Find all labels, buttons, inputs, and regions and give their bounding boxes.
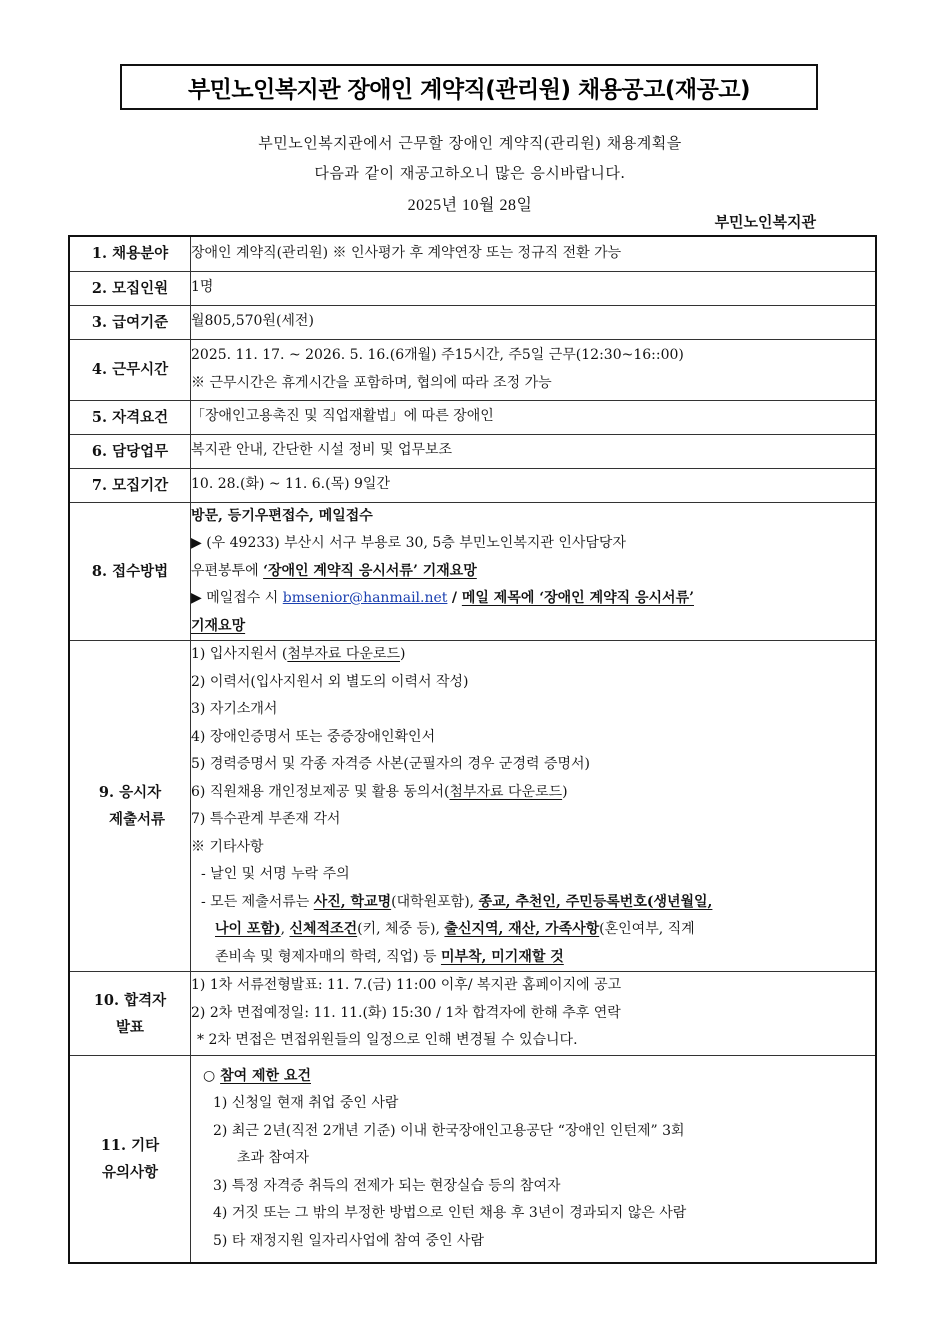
note-item xyxy=(191,889,875,917)
row-value xyxy=(191,972,877,1056)
restriction-heading-text: 참여 제한 요건 xyxy=(220,1067,311,1084)
note-emphasis: 사진, 학교명 xyxy=(313,893,392,910)
restriction-heading xyxy=(203,1063,875,1091)
list-item: 4) 거짓 또는 그 밖의 부정한 방법으로 인턴 채용 후 3년이 경과되지 않은 사람 xyxy=(213,1205,687,1221)
envelope-note: ‘장애인 계약직 응시서류’ 기재요망 xyxy=(263,562,477,579)
note-text: (혼인여부, 직계 xyxy=(599,921,695,937)
note-item: - 날인 및 서명 누락 주의 xyxy=(201,866,350,882)
email-subject-note: 메일 제목에 ‘장애인 계약직 응시서류’ xyxy=(461,590,694,606)
list-item: 4) 장애인증명서 또는 중증장애인확인서 xyxy=(191,728,436,745)
row-label xyxy=(69,1056,191,1263)
row-label xyxy=(69,641,191,972)
circle-bullet-icon: ○ xyxy=(203,1067,221,1084)
list-item: 5) 경력증명서 및 각종 자격증 사본(군필자의 경우 군경력 증명서) xyxy=(191,756,590,772)
envelope-instruction xyxy=(191,558,875,586)
list-item xyxy=(191,641,875,669)
row-value: 복지관 안내, 간단한 시설 정비 및 업무보조 xyxy=(191,434,877,468)
row-value: 1명 xyxy=(191,271,877,305)
document-title: 부민노인복지관 장애인 계약직(관리원) 채용공고(재공고) xyxy=(187,76,751,103)
work-hours-note: ※ 근무시간은 휴게시간을 포함하며, 협의에 따라 조정 가능 xyxy=(191,374,552,391)
organization-name: 부민노인복지관 xyxy=(714,213,816,231)
email-link[interactable]: bmsenior@hanmail.net xyxy=(282,590,448,606)
mailing-address: ▶ (우 49233) 부산시 서구 부용로 30, 5층 부민노인복지관 인사담당자 xyxy=(191,535,626,551)
note-emphasis: 종교, 추천인, 주민등록번호(생년월일, xyxy=(478,893,713,910)
document-title-box xyxy=(120,64,818,110)
row-label: 6. 담당업무 xyxy=(69,434,191,468)
table-row xyxy=(69,305,876,339)
row-label: 2. 모집인원 xyxy=(69,271,191,305)
list-item: 2) 이력서(입사지원서 외 별도의 이력서 작성) xyxy=(191,673,469,690)
item-text: 1) 입사지원서 ( xyxy=(191,646,288,662)
envelope-prefix: 우편봉투에 xyxy=(191,562,264,579)
row-label xyxy=(69,972,191,1056)
row-value: 월805,570원(세전) xyxy=(191,305,877,339)
row-label-line1: 11. 기타 xyxy=(100,1136,160,1154)
email-separator: / xyxy=(451,590,462,606)
note-emphasis: 나이 포함) xyxy=(215,921,281,937)
note-emphasis: 미부착, 미기재할 것 xyxy=(440,948,564,965)
email-prefix: ▶ 메일접수 시 xyxy=(191,590,283,606)
row-label: 7. 모집기간 xyxy=(69,468,191,502)
other-heading: ※ 기타사항 xyxy=(191,838,264,855)
download-link[interactable]: 첨부자료 다운로드 xyxy=(287,646,401,662)
table-row xyxy=(69,468,876,502)
list-item: 1) 신청일 현재 취업 중인 사람 xyxy=(213,1095,399,1111)
recruitment-table xyxy=(68,235,877,1264)
row-value xyxy=(191,502,877,641)
row-value: 장애인 계약직(관리원) ※ 인사평가 후 계약연장 또는 정규직 전환 가능 xyxy=(191,236,877,271)
email-instruction xyxy=(191,585,875,613)
submission-methods: 방문, 등기우편접수, 메일접수 xyxy=(191,507,373,524)
announcement-first: 1) 1차 서류전형발표: 11. 7.(금) 11:00 이후/ 복지관 홈페이지에 공고 xyxy=(191,977,622,994)
note-text: 존비속 및 형제자매의 학력, 직업) 등 xyxy=(215,948,441,965)
list-item: 2) 최근 2년(직전 2개년 기준) 이내 한국장애인고용공단 “장애인 인턴제” 3회 xyxy=(213,1122,685,1139)
work-period: 2025. 11. 17. ~ 2026. 5. 16.(6개월) 주15시간, 주5일 근무(12:30~16::00) xyxy=(191,347,684,363)
table-row xyxy=(69,339,876,400)
row-value xyxy=(191,641,877,972)
list-item: 3) 특정 자격증 취득의 전제가 되는 현장실습 등의 참여자 xyxy=(213,1177,561,1194)
download-link[interactable]: 첨부자료 다운로드 xyxy=(449,783,563,800)
intro-line-1: 부민노인복지관에서 근무할 장애인 계약직(관리원) 채용계획을 xyxy=(258,134,682,152)
list-item: 3) 자기소개서 xyxy=(191,701,278,717)
row-label: 1. 채용분야 xyxy=(69,236,191,271)
table-row xyxy=(69,236,876,271)
list-item xyxy=(191,779,875,807)
intro-line-2: 다음과 같이 재공고하오니 많은 응시바랍니다. xyxy=(314,164,626,182)
row-label: 5. 자격요건 xyxy=(69,400,191,434)
table-row xyxy=(69,641,876,972)
note-text: (대학원포함), xyxy=(391,893,479,910)
item-text: 6) 직원채용 개인정보제공 및 활용 동의서( xyxy=(191,783,450,800)
row-label-line2: 유의사항 xyxy=(101,1163,159,1181)
email-subject-note-cont: 기재요망 xyxy=(191,617,246,634)
row-label: 8. 접수방법 xyxy=(69,502,191,641)
note-emphasis: 출신지역, 재산, 가족사항 xyxy=(444,921,600,937)
row-label-line1: 10. 합격자 xyxy=(93,991,167,1009)
row-label-line1: 9. 응시자 xyxy=(98,784,162,801)
row-label: 4. 근무시간 xyxy=(69,339,191,400)
list-item: 7) 특수관계 부존재 각서 xyxy=(191,811,341,827)
note-item-cont xyxy=(191,944,875,972)
table-row xyxy=(69,1056,876,1263)
row-label-line2: 발표 xyxy=(115,1018,144,1036)
table-row xyxy=(69,502,876,641)
announcement-note: * 2차 면접은 면접위원들의 일정으로 인해 변경될 수 있습니다. xyxy=(197,1032,578,1049)
table-row xyxy=(69,434,876,468)
row-value xyxy=(191,339,877,400)
row-value xyxy=(191,1056,877,1263)
note-item-cont xyxy=(191,916,875,944)
row-value: 10. 28.(화) ~ 11. 6.(목) 9일간 xyxy=(191,468,877,502)
announcement-date: 2025년 10월 28일 xyxy=(407,197,533,214)
item-close: ) xyxy=(400,646,406,662)
table-row xyxy=(69,271,876,305)
table-row xyxy=(69,972,876,1056)
note-text: (키, 체중 등), xyxy=(357,921,445,937)
note-emphasis: 신체적조건 xyxy=(289,921,358,937)
row-label-line2: 제출서류 xyxy=(108,811,166,828)
note-text: , xyxy=(280,921,290,937)
item-close: ) xyxy=(562,783,568,800)
announcement-second: 2) 2차 면접예정일: 11. 11.(화) 15:30 / 1차 합격자에 한해 추후 연락 xyxy=(191,1004,621,1021)
note-text: - 모든 제출서류는 xyxy=(201,893,314,910)
row-label: 3. 급여기준 xyxy=(69,305,191,339)
list-item-cont: 초과 참여자 xyxy=(237,1150,310,1166)
row-value: 「장애인고용촉진 및 직업재활법」에 따른 장애인 xyxy=(191,400,877,434)
list-item: 5) 타 재정지원 일자리사업에 참여 중인 사람 xyxy=(213,1232,484,1249)
table-row xyxy=(69,400,876,434)
